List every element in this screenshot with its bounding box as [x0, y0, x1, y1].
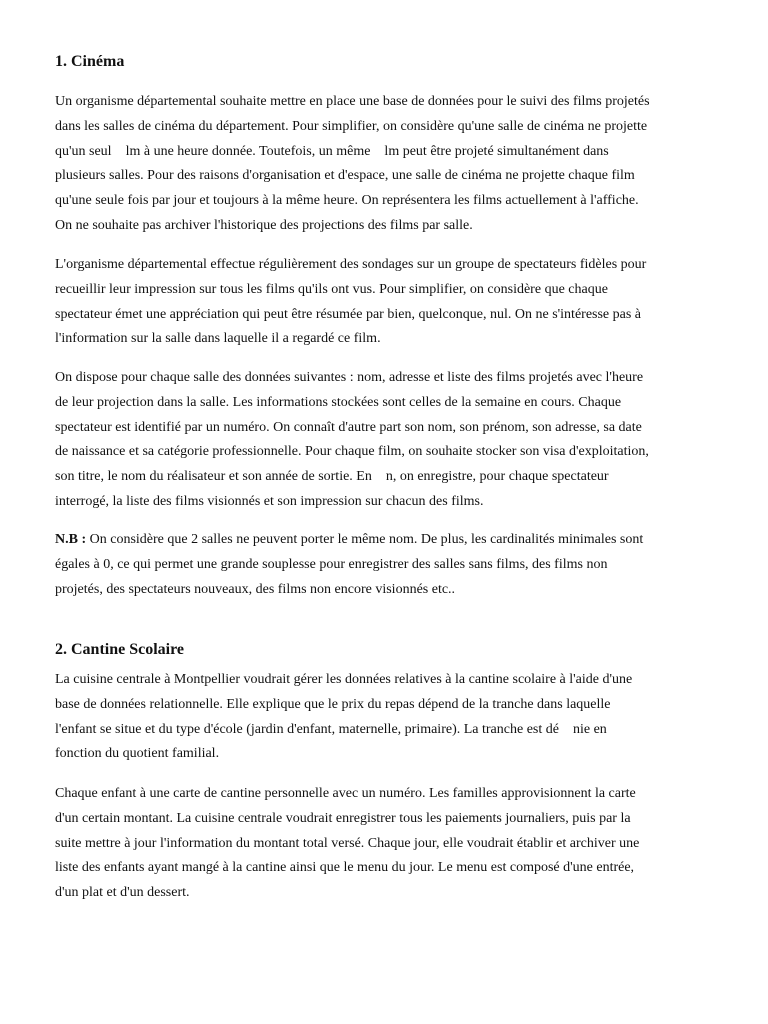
- text-line: fonction du quotient familial.: [55, 746, 220, 762]
- text-line: son titre, le nom du réalisateur et son année de sortie. En n, on enregistre, pour chaque spectateur: [55, 469, 609, 485]
- text-line: On dispose pour chaque salle des données suivantes : nom, adresse et liste des films projetés avec l'heure: [55, 370, 644, 385]
- text-line: spectateur émet une appréciation qui peut être résumée par bien, quelconque, nul. On ne s'intéresse pas à: [55, 306, 642, 322]
- text-line: plusieurs salles. Pour des raisons d'organisation et d'espace, une salle de cinéma ne projette chaque film: [55, 168, 635, 184]
- paragraph-cantine-carte: [55, 782, 725, 906]
- paragraph-cinema-nb: [55, 528, 725, 602]
- text-line: d'un plat et d'un dessert.: [55, 885, 190, 901]
- section-heading-cantine: 2. Cantine Scolaire: [55, 641, 185, 658]
- text-line: l'information sur la salle dans laquelle il a regardé ce film.: [55, 331, 381, 347]
- text-line: La cuisine centrale à Montpellier voudrait gérer les données relatives à la cantine scolaire à l'aide d'une: [55, 672, 633, 687]
- text-line: Chaque enfant à une carte de cantine personnelle avec un numéro. Les familles approvisionnent la carte: [55, 786, 636, 801]
- text-line: de naissance et sa catégorie professionnelle. Pour chaque film, on souhaite stocker son visa d'exploitation,: [55, 444, 649, 460]
- text-line: base de données relationnelle. Elle explique que le prix du repas dépend de la tranche dans laquelle: [55, 696, 611, 712]
- nb-label: N.B :: [55, 532, 87, 547]
- text-line: d'un certain montant. La cuisine centrale voudrait enregistrer tous les paiements journaliers, puis par la: [55, 810, 631, 826]
- paragraph-cinema-intro: [55, 90, 725, 239]
- paragraph-cinema-donnees: [55, 366, 725, 515]
- text-line: Un organisme départemental souhaite mettre en place une base de données pour le suivi des films projetés: [55, 94, 650, 109]
- paragraph-cantine-intro: [55, 668, 725, 767]
- text-line: On ne souhaite pas archiver l'historique des projections des films par salle.: [55, 217, 473, 233]
- text-line: recueillir leur impression sur tous les films qu'ils ont vus. Pour simplifier, on considère que chaque: [55, 281, 608, 297]
- text-line: interrogé, la liste des films visionnés et son impression sur chacun des films.: [55, 493, 484, 509]
- text-line: dans les salles de cinéma du département. Pour simplifier, on considère qu'une salle de cinéma ne projette: [55, 118, 648, 134]
- text-line: l'enfant se situe et du type d'école (jardin d'enfant, maternelle, primaire). La tranche est dé nie en: [55, 721, 607, 737]
- text-line: suite mettre à jour l'information du montant total versé. Chaque jour, elle voudrait établir et archiver une: [55, 835, 640, 851]
- text-line: qu'une seule fois par jour et toujours à la même heure. On représentera les films actuellement à l'affiche.: [55, 193, 639, 209]
- nb-text: On considère que 2 salles ne peuvent porter le même nom. De plus, les cardinalités minimales sont: [86, 532, 644, 547]
- section-heading-cinema: 1. Cinéma: [55, 53, 125, 70]
- paragraph-cinema-sondages: [55, 253, 725, 352]
- text-line: liste des enfants ayant mangé à la cantine ainsi que le menu du jour. Le menu est composé d'une entrée,: [55, 860, 635, 876]
- text-line: [55, 528, 725, 553]
- text-line: L'organisme départemental effectue régulièrement des sondages sur un groupe de spectateurs fidèles pour: [55, 257, 647, 272]
- text-line: de leur projection dans la salle. Les informations stockées sont celles de la semaine en cours. Chaque: [55, 394, 622, 410]
- text-line: spectateur est identifié par un numéro. On connaît d'autre part son nom, son prénom, son adresse, sa date: [55, 419, 642, 435]
- text-line: qu'un seul lm à une heure donnée. Toutefois, un même lm peut être projeté simultanément dans: [55, 143, 609, 159]
- text-line: égales à 0, ce qui permet une grande souplesse pour enregistrer des salles sans films, des films non: [55, 556, 608, 572]
- text-line: projetés, des spectateurs nouveaux, des films non encore visionnés etc..: [55, 581, 456, 597]
